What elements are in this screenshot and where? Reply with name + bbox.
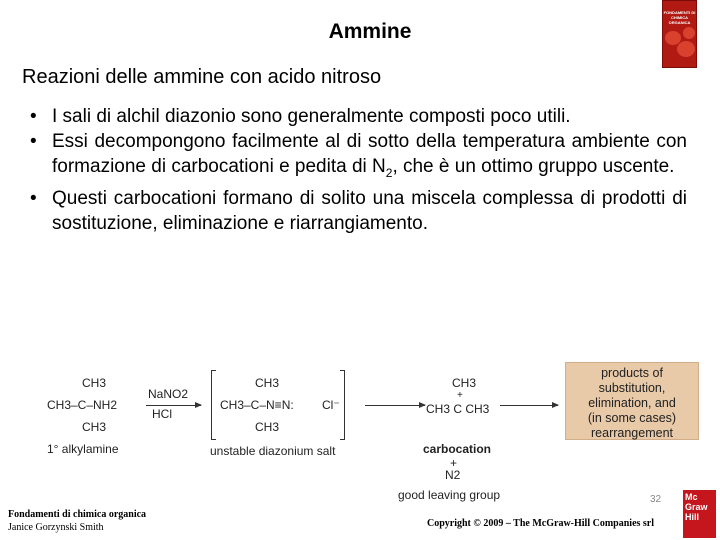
reagent-nano2: NaNO2 xyxy=(148,387,189,401)
products-line: (in some cases) xyxy=(587,411,677,425)
cation-charge: + xyxy=(457,390,463,401)
footer-copyright: Copyright © 2009 – The McGraw-Hill Companies srl xyxy=(427,518,655,529)
bullet-item xyxy=(30,129,687,186)
salt-ch3-top: CH3 xyxy=(255,376,280,390)
book-cover-image xyxy=(662,0,697,68)
amine-label: 1° alkylamine xyxy=(47,442,119,456)
bullet-text: I sali di alchil diazonio sono generalmente composti poco utili. xyxy=(52,106,571,127)
cation-label: carbocation xyxy=(423,442,492,456)
page-number: 32 xyxy=(650,494,662,505)
bullet-text-tail: , che è un ottimo gruppo uscente. xyxy=(392,156,675,177)
amine-ch3-bottom: CH3 xyxy=(82,420,107,434)
logo-line: Mc xyxy=(685,492,698,502)
footer-left xyxy=(8,508,146,534)
bullet-list xyxy=(30,104,687,236)
footer-book-title: Fondamenti di chimica organica xyxy=(8,509,147,520)
slide-title: Ammine xyxy=(328,20,412,43)
logo-line: Hill xyxy=(685,512,700,522)
bullet-glyph: • xyxy=(30,106,37,127)
salt-formula: CH3–C–N≡N: xyxy=(220,398,294,412)
bracket-left xyxy=(211,370,216,440)
amine-ch3-top: CH3 xyxy=(82,376,107,390)
salt-ch3-bottom: CH3 xyxy=(255,420,280,434)
slide-subtitle: Reazioni delle ammine con acido nitroso xyxy=(22,66,382,88)
amine-formula: CH3–C–NH2 xyxy=(47,398,118,412)
cation-ch3-top: CH3 xyxy=(452,376,477,390)
bullet-glyph: • xyxy=(30,131,37,152)
bullet-item xyxy=(30,186,687,236)
bullet-text: Essi decompongono facilmente al di sotto della temperatura ambiente con formazione di carbocationi e pedita di N xyxy=(52,131,687,177)
plus-sign: + xyxy=(450,456,458,470)
products-line: products of xyxy=(601,366,663,380)
bracket-right xyxy=(340,370,345,440)
reaction-arrow-3 xyxy=(500,405,558,406)
products-line: rearrangement xyxy=(591,426,673,440)
reagent-hcl: HCl xyxy=(152,407,172,421)
products-box xyxy=(565,362,699,440)
salt-label: unstable diazonium salt xyxy=(210,444,336,458)
publisher-logo xyxy=(683,490,716,538)
footer-author: Janice Gorzynski Smith xyxy=(8,522,104,533)
reaction-arrow-2 xyxy=(365,405,425,406)
bullet-glyph: • xyxy=(30,187,37,209)
bullet-subscript: 2 xyxy=(385,165,393,180)
products-line: elimination, and xyxy=(588,396,676,410)
salt-counterion: Cl⁻ xyxy=(322,398,340,412)
products-line: substitution, xyxy=(598,381,666,395)
reaction-scheme xyxy=(40,360,700,510)
n2-label: good leaving group xyxy=(398,488,501,502)
reaction-arrow-1 xyxy=(146,405,201,406)
bullet-item xyxy=(30,104,687,129)
n2-formula: N2 xyxy=(445,468,461,482)
logo-line: Graw xyxy=(685,502,708,512)
cation-formula: CH3 C CH3 xyxy=(426,402,490,416)
book-cover-text: FONDAMENTI DI CHIMICA ORGANICA xyxy=(663,10,696,25)
bullet-text: Questi carbocationi formano di solito una miscela complessa di prodotti di sostituzione, eliminazione e riarrangiamento. xyxy=(52,187,687,234)
